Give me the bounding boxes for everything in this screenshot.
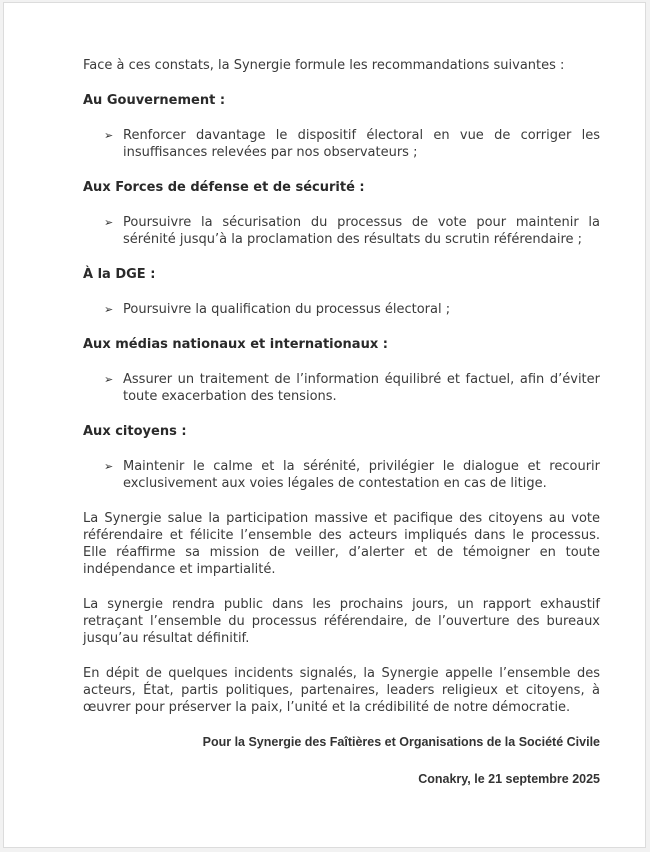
recommendation-text: Poursuivre la qualification du processus électoral ;: [123, 302, 451, 317]
recommendation-text: Renforcer davantage le dispositif électoral en vue de corriger les insuffisances relevées par nos observateurs ;: [123, 128, 600, 160]
section-heading: Aux citoyens :: [83, 424, 187, 439]
section-heading: Aux Forces de défense et de sécurité :: [83, 180, 365, 195]
recommendation-item: [83, 301, 600, 318]
recommendation-section: [83, 92, 600, 161]
arrowhead-bullet-icon: ➢: [104, 460, 114, 473]
section-heading: Au Gouvernement :: [83, 93, 226, 108]
body-paragraph: La synergie rendra public dans les prochains jours, un rapport exhaustif retraçant l’ensemble du processus référendaire, de l’ouverture des bureaux jusqu’au résultat définitif.: [83, 597, 600, 646]
recommendation-item: [83, 214, 600, 248]
intro-text: Face à ces constats, la Synergie formule les recommandations suivantes :: [83, 58, 565, 73]
signature-organization: Pour la Synergie des Faîtières et Organisations de la Société Civile: [202, 735, 600, 749]
recommendation-section: [83, 336, 600, 405]
recommendation-text: Maintenir le calme et la sérénité, privilégier le dialogue et recourir exclusivement aux voies légales de contestation en cas de litige.: [123, 459, 600, 491]
body-paragraph: En dépit de quelques incidents signalés, la Synergie appelle l’ensemble des acteurs, État, partis politiques, partenaires, leaders religieux et citoyens, à œuvrer pour préserver la paix, l’unité et la crédibilité de notre démocratie.: [83, 666, 600, 715]
signature-place-date: Conakry, le 21 septembre 2025: [418, 772, 600, 786]
section-heading: À la DGE :: [83, 267, 156, 282]
recommendation-item: [83, 458, 600, 492]
recommendation-item: [83, 127, 600, 161]
recommendation-text: Poursuivre la sécurisation du processus de vote pour maintenir la sérénité jusqu’à la proclamation des résultats du scrutin référendaire ;: [123, 215, 600, 247]
recommendation-section: [83, 423, 600, 492]
document-page: [3, 2, 646, 848]
section-heading: Aux médias nationaux et internationaux :: [83, 337, 388, 352]
recommendation-text: Assurer un traitement de l’information équilibré et factuel, afin d’éviter toute exacerbation des tensions.: [123, 372, 600, 404]
recommendation-item: [83, 371, 600, 405]
arrowhead-bullet-icon: ➢: [104, 373, 114, 386]
arrowhead-bullet-icon: ➢: [104, 129, 114, 142]
arrowhead-bullet-icon: ➢: [104, 303, 114, 316]
arrowhead-bullet-icon: ➢: [104, 216, 114, 229]
recommendation-section: [83, 266, 600, 318]
body-paragraph: La Synergie salue la participation massive et pacifique des citoyens au vote référendaire et félicite l’ensemble des acteurs impliqués dans le processus. Elle réaffirme sa mission de veiller, d’alerter et de témoigner en toute indépendance et impartialité.: [83, 511, 600, 577]
document-body: [83, 57, 600, 788]
recommendation-section: [83, 179, 600, 248]
